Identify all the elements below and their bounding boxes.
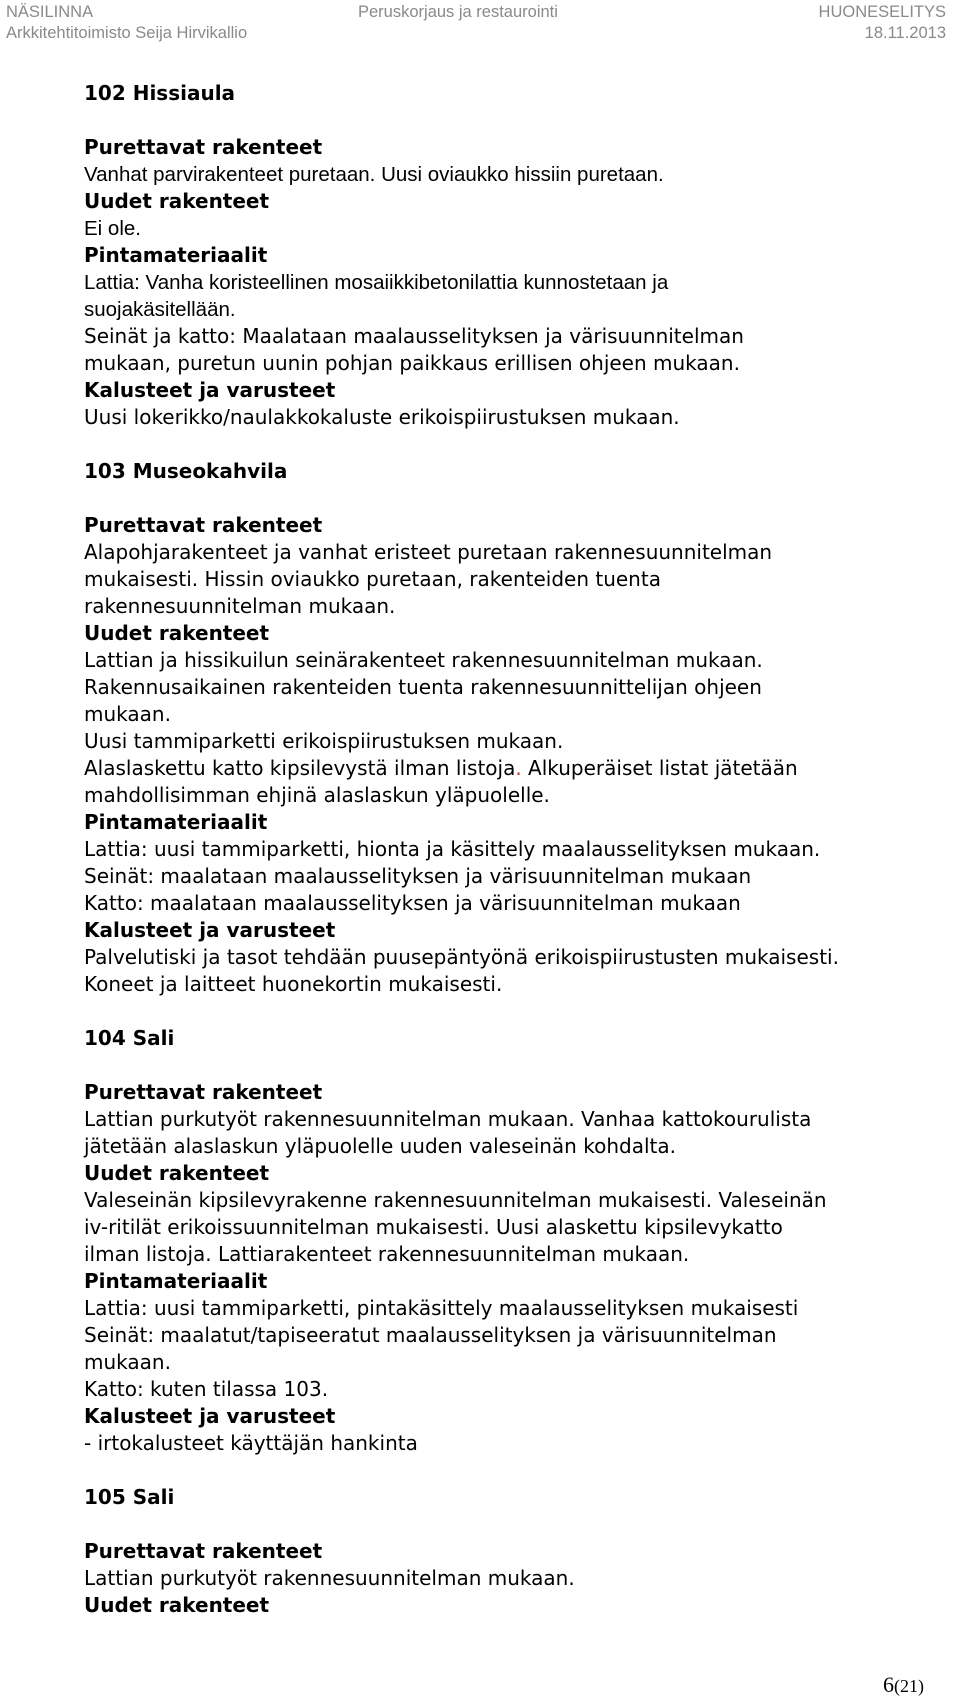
text-line: mukaan, puretun uunin pohjan paikkaus erillisen ohjeen mukaan. [84, 351, 740, 375]
section-title: 104 Sali [84, 1026, 175, 1050]
section-105 [84, 1484, 944, 1619]
text-line [84, 755, 944, 782]
text-fragment: Alaslaskettu katto kipsilevystä ilman listoja [84, 756, 516, 780]
subheading-uudet: Uudet rakenteet [84, 189, 270, 213]
subheading-pintamateriaalit: Pintamateriaalit [84, 1269, 268, 1293]
text-line: Uusi lokerikko/naulakkokaluste erikoispiirustuksen mukaan. [84, 405, 680, 429]
text-line [84, 269, 944, 296]
section-104 [84, 1025, 944, 1484]
section-title: 102 Hissiaula [84, 81, 236, 105]
subheading-purettavat: Purettavat rakenteet [84, 135, 323, 159]
header-project-name: NÄSILINNA [6, 3, 94, 21]
text-fragment: Alkuperäiset listat jätetään [521, 756, 798, 780]
text-line: mukaan. [84, 1350, 171, 1374]
text-line: suojakäsitellään. [84, 298, 236, 321]
subheading-kalusteet: Kalusteet ja varusteet [84, 918, 336, 942]
text-line: Uusi tammiparketti erikoispiirustuksen mukaan. [84, 729, 564, 753]
text-line: mukaan. [84, 702, 171, 726]
subheading-uudet: Uudet rakenteet [84, 621, 270, 645]
text-line: Lattian ja hissikuilun seinärakenteet rakennesuunnitelman mukaan. [84, 648, 763, 672]
header-architect: Arkkitehtitoimisto Seija Hirvikallio [6, 24, 248, 42]
spacer [84, 431, 944, 458]
subheading-kalusteet: Kalusteet ja varusteet [84, 378, 336, 402]
text-line: jätetään alaslaskun yläpuolelle uuden valeseinän kohdalta. [84, 1134, 676, 1158]
subheading-kalusteet: Kalusteet ja varusteet [84, 1404, 336, 1428]
header-project-type: Peruskorjaus ja restaurointi [358, 3, 558, 21]
text-line: Lattia: uusi tammiparketti, pintakäsittely maalausselityksen mukaisesti [84, 1296, 799, 1320]
text-line: Palvelutiski ja tasot tehdään puusepäntyönä erikoispiirustusten mukaisesti. [84, 945, 839, 969]
text-line: Katto: kuten tilassa 103. [84, 1377, 329, 1401]
text-line: Seinät: maalatut/tapiseeratut maalausselityksen ja värisuunnitelman [84, 1323, 777, 1347]
subheading-pintamateriaalit: Pintamateriaalit [84, 810, 268, 834]
text-line: Lattian purkutyöt rakennesuunnitelman mukaan. Vanhaa kattokourulista [84, 1107, 812, 1131]
text-line: Seinät: maalataan maalausselityksen ja värisuunnitelman mukaan [84, 864, 752, 888]
text-line: Seinät ja katto: Maalataan maalausselityksen ja värisuunnitelman [84, 324, 744, 348]
text-line: Vanhat parvirakenteet puretaan. Uusi oviaukko hissiin puretaan. [84, 163, 664, 186]
text-line: Lattia: uusi tammiparketti, hionta ja käsittely maalausselityksen mukaan. [84, 837, 821, 861]
text-line: Ei ole. [84, 217, 141, 240]
text-line: mahdollisimman ehjinä alaslaskun yläpuolelle. [84, 783, 550, 807]
subheading-purettavat: Purettavat rakenteet [84, 1080, 323, 1104]
text-line: rakennesuunnitelman mukaan. [84, 594, 396, 618]
text-line: Rakennusaikainen rakenteiden tuenta rakennesuunnittelijan ohjeen [84, 675, 762, 699]
page-number [883, 1672, 924, 1699]
page-number-total: (21) [894, 1676, 924, 1696]
text-line: ilman listoja. Lattiarakenteet rakennesuunnitelman mukaan. [84, 1242, 690, 1266]
subheading-purettavat: Purettavat rakenteet [84, 513, 323, 537]
text-line: Lattian purkutyöt rakennesuunnitelman mukaan. [84, 1566, 575, 1590]
subheading-uudet: Uudet rakenteet [84, 1161, 270, 1185]
subheading-purettavat: Purettavat rakenteet [84, 1539, 323, 1563]
page-number-current: 6 [883, 1672, 894, 1697]
text-line: Alapohjarakenteet ja vanhat eristeet puretaan rakennesuunnitelman [84, 540, 773, 564]
text-line: Katto: maalataan maalausselityksen ja värisuunnitelman mukaan [84, 891, 741, 915]
text-line: - irtokalusteet käyttäjän hankinta [84, 1431, 418, 1455]
spacer [84, 1457, 944, 1484]
text-line: mukaisesti. Hissin oviaukko puretaan, rakenteiden tuenta [84, 567, 661, 591]
section-103 [84, 458, 944, 1025]
section-title: 105 Sali [84, 1485, 175, 1509]
subheading-pintamateriaalit: Pintamateriaalit [84, 243, 268, 267]
text-fragment: Lattia [84, 271, 135, 294]
text-line: iv-ritilät erikoissuunnitelman mukaisesti. Uusi alaskettu kipsilevykatto [84, 1215, 783, 1239]
subheading-uudet: Uudet rakenteet [84, 1593, 270, 1617]
section-102 [84, 80, 944, 458]
text-fragment: : Vanha koristeellinen mosaiikkibetonilattia kunnostetaan ja [134, 271, 669, 294]
header-document-type: HUONESELITYS [818, 3, 946, 21]
document-body [84, 80, 944, 1619]
header-date: 18.11.2013 [864, 24, 946, 42]
section-title: 103 Museokahvila [84, 459, 288, 483]
spacer [84, 998, 944, 1025]
text-line: Valeseinän kipsilevyrakenne rakennesuunnitelman mukaisesti. Valeseinän [84, 1188, 827, 1212]
red-period: . [515, 756, 522, 780]
text-line: Koneet ja laitteet huonekortin mukaisesti. [84, 972, 503, 996]
